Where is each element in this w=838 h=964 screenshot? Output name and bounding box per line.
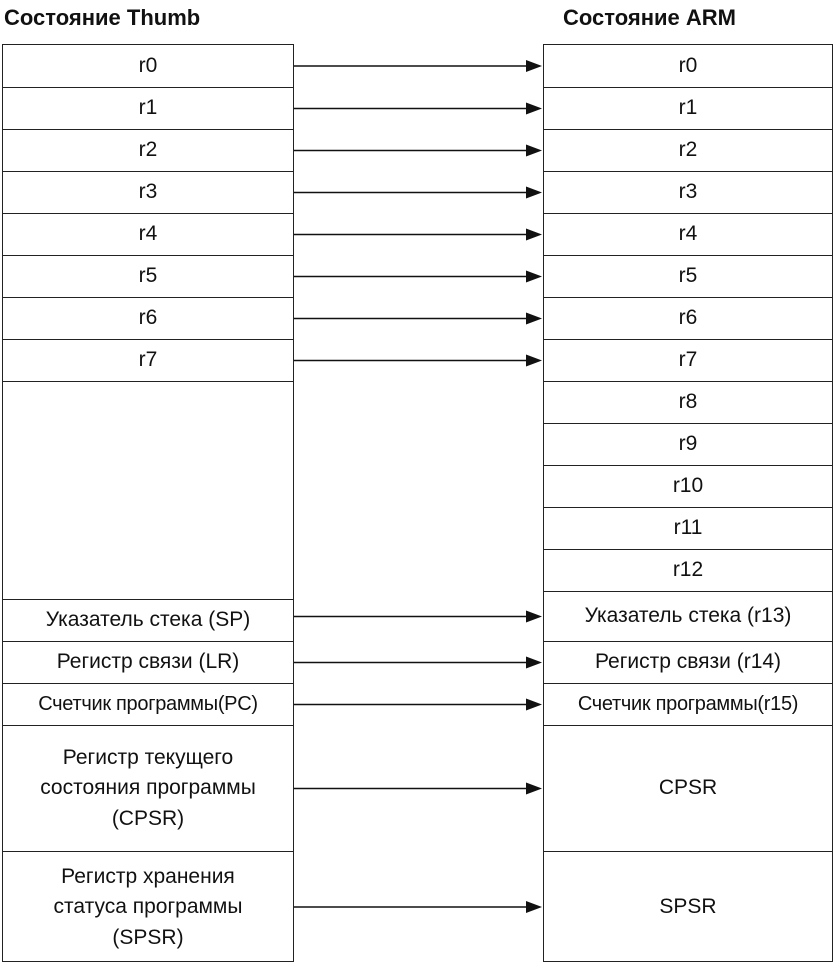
arrow-head-r6: [526, 313, 542, 325]
arrow-head-r14: [526, 657, 542, 669]
thumb-register-r0: r0: [3, 45, 293, 88]
arrow-head-r5: [526, 271, 542, 283]
arm-register-r0: r0: [544, 45, 832, 88]
arm-spsr: SPSR: [659, 895, 717, 919]
arrow-head-spsr: [526, 901, 542, 913]
thumb-register-r5: r5: [3, 256, 293, 298]
arm-stack-pointer-r13: Указатель стека (r13): [544, 592, 832, 642]
arrow-head-r2: [526, 145, 542, 157]
arrow-head-r7: [526, 355, 542, 367]
arm-cpsr: CPSR: [544, 726, 832, 852]
arm-register-r9: r9: [544, 424, 832, 466]
thumb-spsr: Регистр хранения статуса программы (SPSR): [53, 864, 243, 949]
thumb-register-r7: r7: [3, 340, 293, 382]
arm-register-r4: r4: [544, 214, 832, 256]
arm-register-r12: r12: [544, 550, 832, 592]
arm-register-r1: r1: [544, 88, 832, 130]
thumb-cpsr: Регистр текущего состояния программы (CPSR): [3, 726, 293, 852]
arm-program-counter-r15: Счетчик программы(r15): [544, 684, 832, 726]
thumb-link-register: Регистр связи (LR): [3, 642, 293, 684]
thumb-register-r2: r2: [3, 130, 293, 172]
arrow-head-cpsr: [526, 783, 542, 795]
arm-state-title: Состояние ARM: [563, 5, 737, 30]
arm-register-r10: r10: [544, 466, 832, 508]
arm-register-r5: r5: [544, 256, 832, 298]
arrow-head-r1: [526, 103, 542, 115]
thumb-stack-pointer: Указатель стека (SP): [3, 600, 293, 642]
arrow-head-r15: [526, 699, 542, 711]
arrow-head-r13: [526, 611, 542, 623]
arm-link-register-r14: Регистр связи (r14): [544, 642, 832, 684]
arm-register-r7: r7: [544, 340, 832, 382]
arm-register-r6: r6: [544, 298, 832, 340]
thumb-register-r1: r1: [3, 88, 293, 130]
arrow-head-r0: [526, 60, 542, 72]
thumb-register-r4: r4: [3, 214, 293, 256]
thumb-program-counter: Счетчик программы(PC): [3, 684, 293, 726]
thumb-register-r3: r3: [3, 172, 293, 214]
thumb-state-title: Состояние Thumb: [4, 5, 201, 30]
thumb-register-r6: r6: [3, 298, 293, 340]
arm-register-r11: r11: [544, 508, 832, 550]
arm-register-r2: r2: [544, 130, 832, 172]
arm-register-r8: r8: [544, 382, 832, 424]
arrow-head-r3: [526, 187, 542, 199]
arrow-head-r4: [526, 229, 542, 241]
arm-register-r3: r3: [544, 172, 832, 214]
